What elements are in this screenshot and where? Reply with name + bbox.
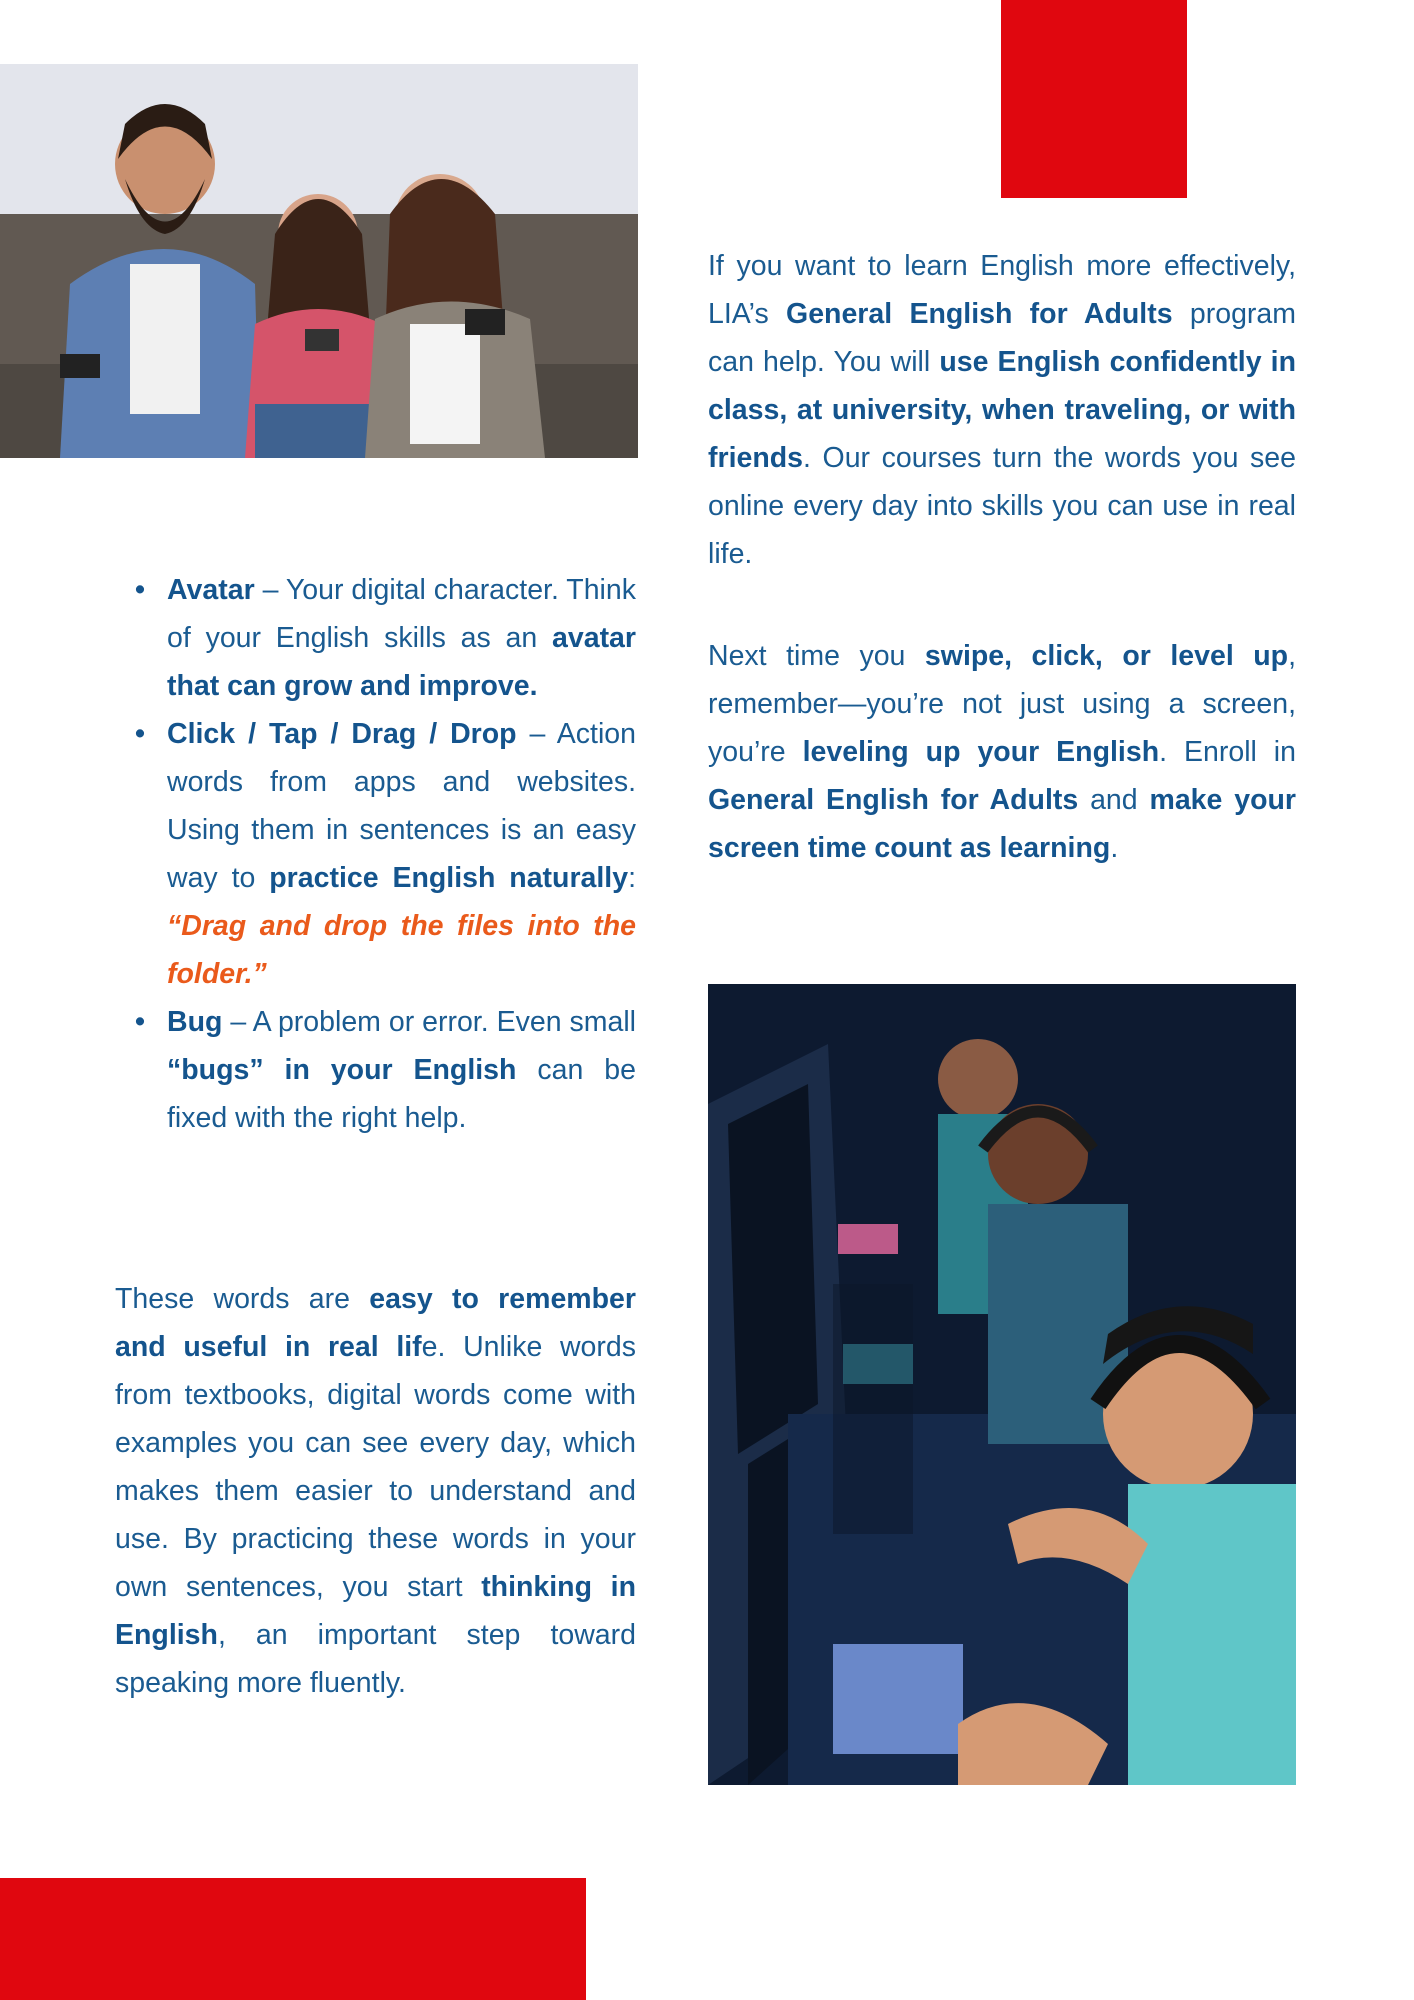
vocab-item-avatar: • Avatar – Your digital character. Think of your English skills as an avatar that can grow and improve. bbox=[115, 566, 636, 710]
call-to-action-paragraph: Next time you swipe, click, or level up, remember—you’re not just using a screen, you’re leveling up your English. Enroll in General English for Adults and make your screen time count as learning. bbox=[708, 640, 1296, 864]
summary-paragraph: These words are easy to remember and useful in real life. Unlike words from textbooks, digital words come with examples you can see every day, which makes them easier to understand and use. By practicing these words in your own sentences, you start thinking in English, an important step toward speaking more fluently. bbox=[115, 1283, 636, 1699]
program-paragraph: If you want to learn English more effectively, LIA’s General English for Adults program can help. You will use English confidently in class, at university, when traveling, or with friends. Our courses turn the words you see online every day into skills you can use in real life. bbox=[708, 250, 1296, 570]
intro-column bbox=[708, 242, 1296, 872]
vocab-term: Bug bbox=[167, 1006, 223, 1038]
program-name: General English for Adults bbox=[786, 298, 1173, 330]
vocab-item-bug: • Bug – A problem or error. Even small “bugs” in your English can be fixed with the right help. bbox=[115, 998, 636, 1142]
example-sentence: “Drag and drop the files into the folder.” bbox=[167, 910, 636, 990]
red-accent-block-top bbox=[1001, 0, 1187, 198]
gamers-illustration bbox=[708, 984, 1296, 1785]
vocabulary-list bbox=[115, 566, 636, 1142]
family-photo bbox=[0, 64, 638, 458]
family-illustration bbox=[0, 64, 638, 458]
vocab-term: Click / Tap / Drag / Drop bbox=[167, 718, 517, 750]
red-accent-block-bottom bbox=[0, 1878, 586, 2000]
gamers-photo bbox=[708, 984, 1296, 1785]
vocab-term: Avatar bbox=[167, 574, 255, 606]
vocab-item-click: • Click / Tap / Drag / Drop – Action words from apps and websites. Using them in sentences is an easy way to practice English naturally: “Drag and drop the files into the folder.” bbox=[115, 710, 636, 998]
